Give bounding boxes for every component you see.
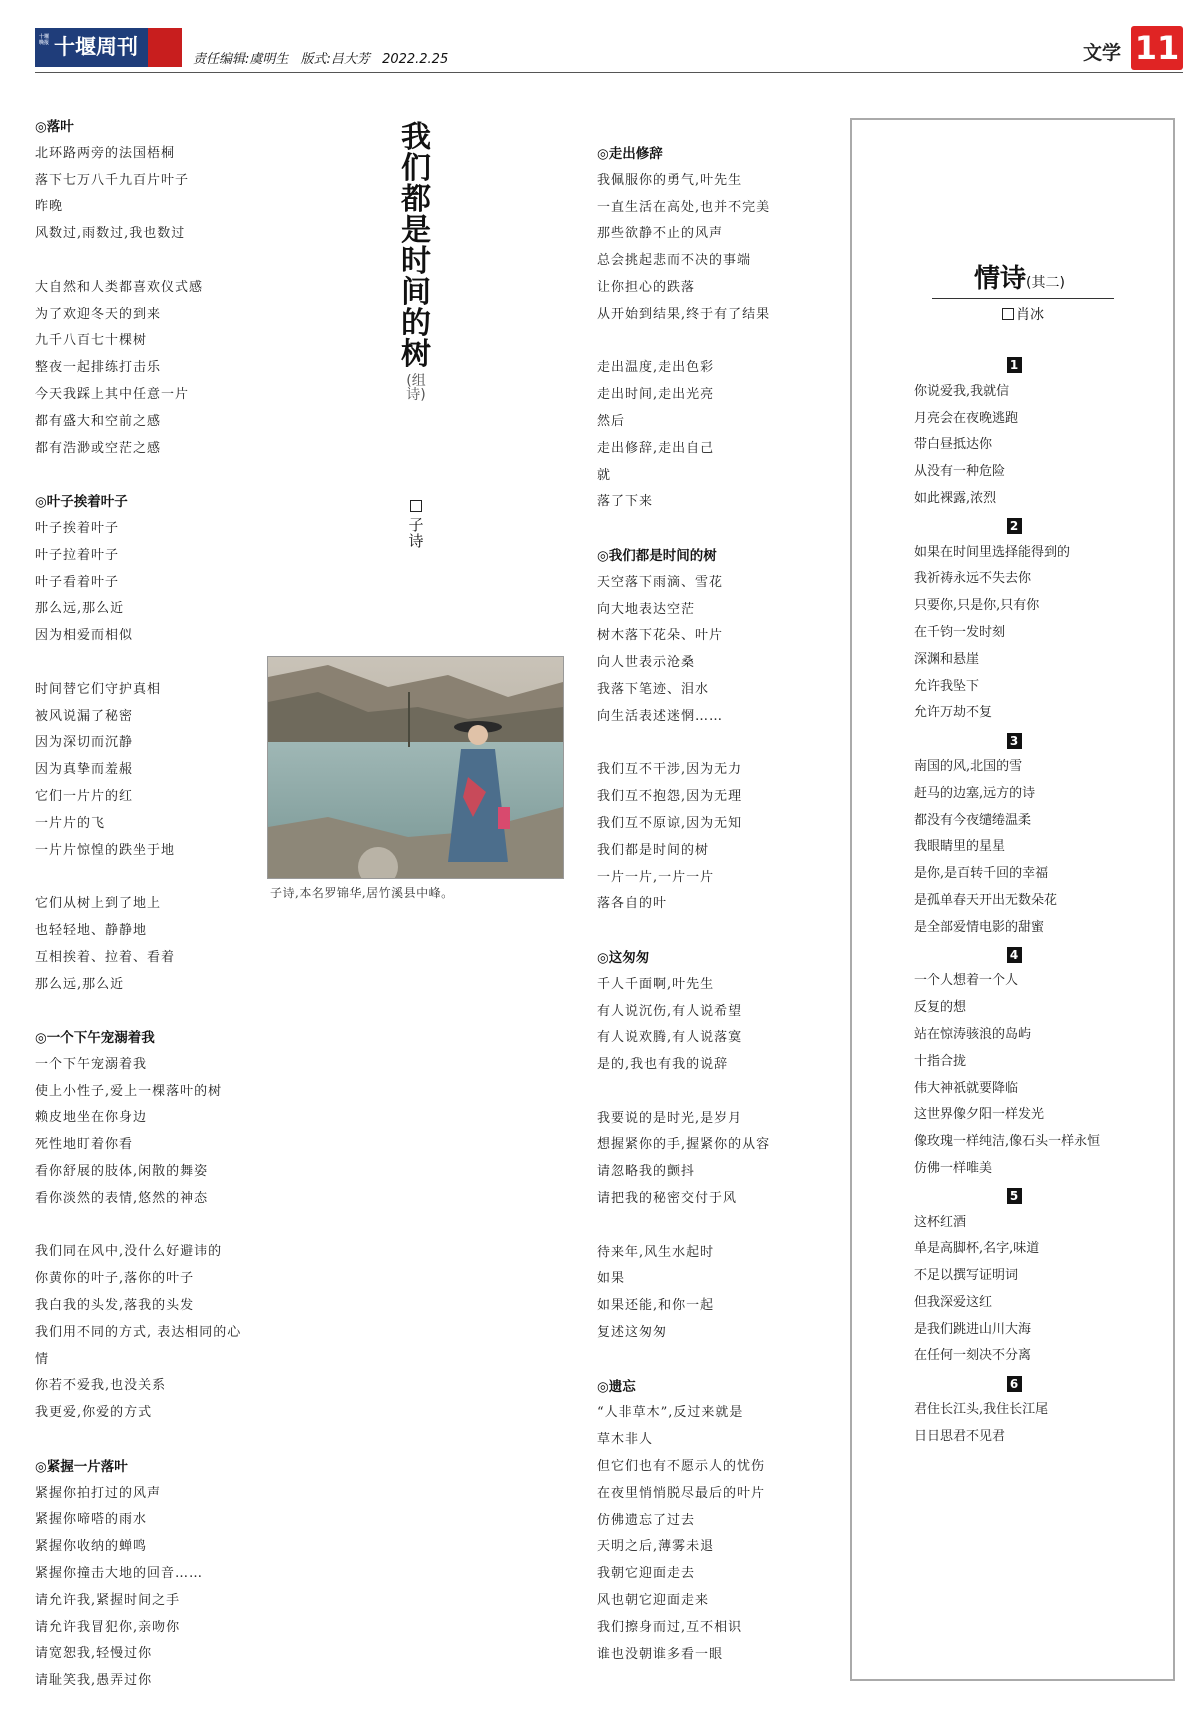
poem-line: 被风说漏了秘密 — [35, 708, 134, 724]
poem-gap — [35, 998, 285, 1025]
page-header — [35, 26, 1183, 76]
poem-line: 都有浩渺或空茫之感 — [35, 440, 162, 456]
stanza-gap — [597, 329, 847, 356]
poem-line: 是孤单春天开出无数朵花 — [914, 892, 1058, 908]
sidebar-title-suffix: (其二) — [1026, 275, 1065, 291]
section-number-badge: 2 — [1007, 518, 1022, 534]
poem-line: 仿佛一样唯美 — [914, 1160, 993, 1176]
poem-line: 站在惊涛骇浪的岛屿 — [914, 1026, 1032, 1042]
poem-line: 这杯红酒 — [914, 1214, 967, 1230]
poem-line: 你黄你的叶子,落你的叶子 — [35, 1271, 195, 1287]
poem-gap — [597, 1347, 847, 1374]
author-char: 诗 — [408, 532, 424, 550]
title-subtitle: (组诗) — [406, 373, 426, 403]
poem-line: 在任何一刻决不分离 — [914, 1348, 1032, 1364]
header-rule — [35, 72, 1183, 73]
poem-line: 但它们也有不愿示人的忧伤 — [597, 1459, 766, 1475]
section-label: 文学 — [1082, 42, 1121, 64]
poem-gap — [35, 462, 285, 489]
poem-line: 今天我踩上其中任意一片 — [35, 386, 190, 402]
poem-title-text: 叶子挨着叶子 — [46, 494, 128, 511]
poem-line: 草木非人 — [597, 1432, 654, 1448]
sidebar-title — [974, 258, 1065, 295]
poem-line: 我佩服你的勇气,叶先生 — [597, 172, 743, 188]
poem-line: 因为真挚而羞赧 — [35, 762, 134, 778]
poem-mark-icon: ◎ — [35, 494, 47, 511]
poem-title — [35, 1025, 285, 1052]
poem-line: 风数过,雨数过,我也数过 — [35, 226, 186, 242]
title-char: 们 — [401, 151, 431, 186]
poem-line: 北环路两旁的法国梧桐 — [35, 145, 176, 161]
poem-line: 看你舒展的肢体,闲散的舞姿 — [35, 1164, 209, 1180]
poem-line: 叶子挨着叶子 — [35, 520, 120, 536]
poem-line: 大自然和人类都喜欢仪式感 — [35, 279, 204, 295]
poem-line: 叶子看着叶子 — [35, 574, 120, 590]
poem-line: 使上小性子,爱上一棵落叶的树 — [35, 1083, 223, 1099]
poem-line: 看你淡然的表情,悠然的神态 — [35, 1190, 209, 1206]
section-number-badge: 6 — [1007, 1376, 1022, 1392]
poem-line: 复述这匆匆 — [597, 1325, 668, 1341]
poem-line: 我白我的头发,落我的头发 — [35, 1298, 195, 1314]
poem-title-text: 落叶 — [46, 119, 74, 135]
poem-mark-icon: ◎ — [35, 119, 47, 135]
logo-text: 十堰周刊 — [54, 35, 138, 59]
poem-line: 是我们跳进山川大海 — [914, 1321, 1032, 1337]
poem-line: 单是高脚杯,名字,味道 — [914, 1241, 1040, 1257]
poem-line: 我祈祷永远不失去你 — [914, 571, 1032, 587]
stanza-gap — [35, 864, 285, 891]
poem-line: 一片片惊惶的跌坐于地 — [35, 842, 176, 858]
poem-line: 一片一片,一片一片 — [597, 869, 715, 885]
title-char: 我 — [401, 120, 431, 155]
poem-line: 只要你,只是你,只有你 — [914, 598, 1040, 614]
section-number — [914, 727, 1114, 754]
poem-line: 像玫瑰一样纯洁,像石头一样永恒 — [914, 1134, 1101, 1150]
poem-line: 也轻轻地、静静地 — [35, 922, 148, 938]
poem-title — [597, 1374, 847, 1401]
poem-line: 天空落下雨滴、雪花 — [597, 574, 724, 590]
poem-line: 死性地盯着你看 — [35, 1137, 134, 1153]
poem-line: 让你担心的跌落 — [597, 279, 696, 295]
poem-line: 就 — [597, 467, 612, 483]
poem-line: 我们同在风中,没什么好避讳的 — [35, 1244, 223, 1260]
poem-line: 请耻笑我,愚弄过你 — [35, 1673, 153, 1689]
title-char: 的 — [401, 306, 431, 341]
poem-line: 伟大神祇就要降临 — [914, 1080, 1019, 1096]
poem-title-text: 我们都是时间的树 — [608, 547, 717, 564]
poem-line: 如此裸露,浓烈 — [914, 490, 997, 506]
section-number-badge: 5 — [1007, 1188, 1022, 1204]
poem-line: 想握紧你的手,握紧你的从容 — [597, 1137, 771, 1153]
poem-line: 允许我坠下 — [914, 678, 980, 694]
poem-line: “人非草木”,反过来就是 — [597, 1405, 744, 1421]
poem-line: 那么远,那么近 — [35, 601, 125, 617]
poem-line: 风也朝它迎面走来 — [597, 1593, 710, 1609]
poem-line: 从没有一种危险 — [914, 464, 1006, 480]
poem-line: 赶马的边塞,远方的诗 — [914, 785, 1036, 801]
poem-line: 是的,我也有我的说辞 — [597, 1057, 729, 1073]
author-box-icon — [1002, 308, 1014, 320]
title-char: 都 — [401, 182, 431, 217]
sidebar-author-name: 肖冰 — [1016, 307, 1044, 323]
poem-line: 如果 — [597, 1271, 626, 1287]
poem-line: 树木落下花朵、叶片 — [597, 628, 724, 644]
poem-line: 待来年,风生水起时 — [597, 1244, 715, 1260]
poem-line: 走出时间,走出光亮 — [597, 387, 715, 403]
poem-line: 向大地表达空茫 — [597, 601, 696, 617]
poem-line: 请宽恕我,轻慢过你 — [35, 1646, 153, 1662]
poem-line: 我们互不干涉,因为无力 — [597, 762, 743, 778]
title-char: 间 — [401, 275, 431, 310]
stanza-gap — [35, 650, 285, 677]
poem-line: 反复的想 — [914, 1000, 967, 1016]
poem-line: 都有盛大和空前之感 — [35, 413, 162, 429]
author-box-icon — [410, 500, 422, 512]
editor-name: 责任编辑:虞明生 — [193, 52, 289, 67]
poem-line: 整夜一起排练打击乐 — [35, 360, 162, 376]
title-char: 时 — [401, 244, 431, 279]
section-number-badge: 3 — [1007, 733, 1022, 749]
poem-line: 紧握你拍打过的风声 — [35, 1485, 162, 1501]
poem-line: 落了下来 — [597, 494, 654, 510]
poem-title-text: 遗忘 — [608, 1378, 636, 1395]
poem-line: 总会挑起悲而不决的事端 — [597, 253, 752, 269]
poem-mark-icon: ◎ — [35, 1030, 47, 1047]
poem-line: 南国的风,北国的雪 — [914, 758, 1023, 774]
poem-line: 我们互不原谅,因为无知 — [597, 815, 743, 831]
section-number — [914, 513, 1114, 540]
poem-line: 这世界像夕阳一样发光 — [914, 1107, 1045, 1123]
section-number — [914, 1370, 1114, 1397]
poem-line: 在千钧一发时刻 — [914, 624, 1006, 640]
poem-line: 我们用不同的方式, 表达相同的心 — [35, 1324, 242, 1340]
poem-line: 紧握你撞击大地的回音…… — [35, 1566, 204, 1582]
poem-line: 深渊和悬崖 — [914, 651, 980, 667]
poem-line: 千人千面啊,叶先生 — [597, 976, 715, 992]
sidebar-title-rule — [932, 298, 1114, 299]
poem-line: 因为相爱而相似 — [35, 628, 134, 644]
poem-title — [597, 543, 847, 570]
middle-poem-column — [597, 141, 847, 1668]
poem-line: 那么远,那么近 — [35, 976, 125, 992]
poem-line: 仿佛遗忘了过去 — [597, 1512, 696, 1528]
poem-line: 向人世表示沧桑 — [597, 655, 696, 671]
section-number-badge: 4 — [1007, 947, 1022, 963]
poem-line: 落各自的叶 — [597, 896, 668, 912]
poem-line: 时间替它们守护真相 — [35, 681, 162, 697]
poem-line: 君住长江头,我住长江尾 — [914, 1402, 1049, 1418]
poem-line: 赖皮地坐在你身边 — [35, 1110, 148, 1126]
poem-title — [35, 1454, 285, 1481]
poem-title — [597, 945, 847, 972]
poem-line: 情 — [35, 1351, 50, 1367]
poem-line: 一个人想着一个人 — [914, 973, 1019, 989]
poem-line: 我们互不抱怨,因为无理 — [597, 789, 743, 805]
poem-mark-icon: ◎ — [35, 1458, 47, 1475]
poem-line: 我们都是时间的树 — [597, 842, 710, 858]
author-char: 子 — [408, 516, 424, 534]
poem-line: 从开始到结果,终于有了结果 — [597, 306, 771, 322]
poem-title-text: 走出修辞 — [608, 146, 663, 162]
poem-line: 请允许我,紧握时间之手 — [35, 1592, 181, 1608]
poem-title — [35, 114, 285, 141]
stanza-gap — [597, 731, 847, 758]
stanza-gap — [35, 248, 285, 275]
poem-line: 走出温度,走出色彩 — [597, 360, 715, 376]
poem-gap — [597, 516, 847, 543]
poem-line: 谁也没朝谁多看一眼 — [597, 1646, 724, 1662]
poem-line: 它们一片片的红 — [35, 788, 134, 804]
poem-line: 紧握你收纳的蝉鸣 — [35, 1539, 148, 1555]
poem-line: 请忽略我的颤抖 — [597, 1164, 696, 1180]
poem-line: 是全部爱情电影的甜蜜 — [914, 919, 1045, 935]
poem-line: 如果在时间里选择能得到的 — [914, 544, 1071, 560]
poem-line: 为了欢迎冬天的到来 — [35, 306, 162, 322]
poem-line: 它们从树上到了地上 — [35, 896, 162, 912]
stanza-gap — [597, 1213, 847, 1240]
poem-line: 向生活表述迷惘…… — [597, 708, 724, 724]
poem-line: 我朝它迎面走去 — [597, 1566, 696, 1582]
poem-title-text: 一个下午宠溺着我 — [46, 1030, 155, 1047]
section-number — [914, 1183, 1114, 1210]
poem-line: 但我深爱这红 — [914, 1294, 993, 1310]
poem-line: 十指合拢 — [914, 1053, 967, 1069]
poem-line: 带白昼抵达你 — [914, 437, 993, 453]
stanza-gap — [35, 1213, 285, 1240]
left-poem-column — [35, 114, 285, 1695]
poem-line: 一片片的飞 — [35, 815, 106, 831]
stanza-gap — [597, 1079, 847, 1106]
sidebar-author — [1002, 304, 1044, 324]
poem-line: 你若不爱我,也没关系 — [35, 1378, 167, 1394]
poem-line: 叶子拉着叶子 — [35, 547, 120, 563]
poem-line: 我要说的是时光,是岁月 — [597, 1110, 743, 1126]
poem-gap — [597, 918, 847, 945]
poem-line: 是你,是百转千回的幸福 — [914, 866, 1049, 882]
poem-title — [35, 489, 285, 516]
poem-line: 请允许我冒犯你,亲吻你 — [35, 1619, 181, 1635]
photo-caption: 子诗,本名罗锦华,居竹溪县中峰。 — [270, 886, 454, 900]
main-title — [398, 122, 434, 402]
poem-line: 我落下笔迹、泪水 — [597, 681, 710, 697]
poem-mark-icon: ◎ — [597, 146, 609, 162]
poem-line: 允许万劫不复 — [914, 705, 993, 721]
poem-line: 一直生活在高处,也并不完美 — [597, 199, 771, 215]
sidebar-title-text: 情诗 — [974, 264, 1027, 294]
layout-name: 版式:吕大芳 — [300, 52, 370, 67]
sidebar-poem-box — [850, 118, 1175, 1681]
poem-line: 那些欲静不止的风声 — [597, 226, 724, 242]
poem-line: 我们擦身而过,互不相识 — [597, 1619, 743, 1635]
poem-line: 在夜里悄悄脱尽最后的叶片 — [597, 1485, 766, 1501]
poem-line: 因为深切而沉静 — [35, 735, 134, 751]
logo-accent-block — [148, 28, 182, 67]
poem-line: 日日思君不见君 — [914, 1428, 1006, 1444]
poem-line: 落下七万八千九百片叶子 — [35, 172, 190, 188]
poem-line: 月亮会在夜晚逃跑 — [914, 410, 1019, 426]
section-number-badge: 1 — [1007, 357, 1022, 373]
poem-line: 走出修辞,走出自己 — [597, 440, 715, 456]
poem-line: 你说爱我,我就信 — [914, 383, 1010, 399]
poem-line: 我更爱,你爱的方式 — [35, 1405, 153, 1421]
poem-gap — [35, 1427, 285, 1454]
poem-title-text: 这匆匆 — [608, 949, 650, 966]
poem-line: 然后 — [597, 413, 626, 429]
page-number: 11 — [1131, 26, 1183, 70]
poem-title-text: 紧握一片落叶 — [46, 1458, 128, 1475]
author-photo — [267, 656, 564, 879]
section-number — [914, 352, 1114, 379]
poem-line: 互相挨着、拉着、看着 — [35, 949, 176, 965]
title-char: 是 — [401, 213, 431, 248]
poem-line: 如果还能,和你一起 — [597, 1298, 715, 1314]
photo-image — [268, 657, 563, 878]
poem-title — [597, 141, 847, 168]
poem-line: 有人说沉伤,有人说希望 — [597, 1003, 743, 1019]
poem-line: 不足以撰写证明词 — [914, 1268, 1019, 1284]
sidebar-poem-sections — [914, 352, 1114, 1451]
editor-credits — [193, 48, 456, 67]
poem-line: 紧握你啼嗒的雨水 — [35, 1512, 148, 1528]
poem-mark-icon: ◎ — [597, 547, 609, 564]
poem-line: 昨晚 — [35, 199, 64, 215]
poem-line: 一个下午宠溺着我 — [35, 1056, 148, 1072]
newspaper-logo — [35, 28, 148, 67]
poem-line: 九千八百七十棵树 — [35, 333, 148, 349]
poem-mark-icon: ◎ — [597, 949, 609, 966]
title-char: 树 — [401, 337, 431, 372]
poem-line: 请把我的秘密交付于风 — [597, 1191, 738, 1207]
main-author — [406, 500, 426, 549]
poem-line: 有人说欢腾,有人说落寞 — [597, 1030, 743, 1046]
poem-line: 我眼睛里的星星 — [914, 839, 1006, 855]
logo-subtext: 十堰晚报 — [39, 34, 50, 46]
issue-date: 2022.2.25 — [382, 52, 449, 67]
poem-line: 天明之后,薄雾未退 — [597, 1539, 715, 1555]
poem-line: 都没有今夜缱绻温柔 — [914, 812, 1032, 828]
section-number — [914, 942, 1114, 969]
poem-mark-icon: ◎ — [597, 1378, 609, 1395]
